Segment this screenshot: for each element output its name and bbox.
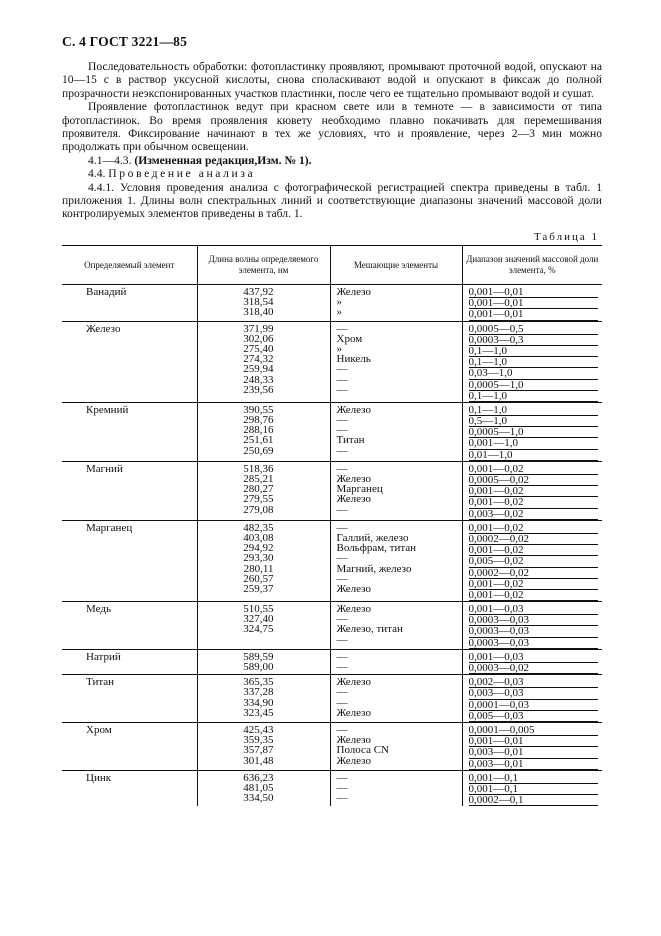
wavelength-value: 250,69	[243, 444, 274, 457]
wavelength-value: 259,37	[243, 582, 274, 595]
wavelength-value: 425,43	[243, 723, 274, 736]
interfering-element: Галлий, железо	[336, 531, 409, 544]
interfering-element-cell	[330, 520, 462, 601]
wavelength-value-cell	[197, 461, 330, 520]
interfering-element: —	[336, 771, 348, 784]
table-row	[62, 461, 602, 520]
wavelength-value: 259,94	[243, 363, 274, 376]
wavelength-value: 301,48	[243, 754, 274, 767]
range-value: 0,001—0,1	[469, 773, 599, 784]
range-value: 0,0003—0,03	[469, 626, 599, 637]
interfering-element: Железо	[336, 582, 371, 595]
wavelength-value: 298,76	[243, 414, 274, 427]
range-value: 0,001—0,03	[469, 652, 599, 663]
paragraph-development: Проявление фотопластинок ведут при красном свете или в темноте — в зависимости от типа фотопластинок. Во время проявления кювету необходимо плавно покачивать для перемешивания проявителя. Фиксирование начинают в тех же условиях, что и проявление, через 2—3 мин можно продолжать при обычном освещении.	[62, 100, 602, 154]
range-value: 0,002—0,03	[469, 677, 599, 688]
table-row	[62, 520, 602, 601]
header-element: Определяемый элемент	[62, 246, 197, 285]
wavelength-value: 390,55	[243, 403, 274, 416]
spectral-lines-table	[62, 245, 602, 806]
wavelength-value: 518,36	[243, 462, 274, 475]
wavelength-value: 248,33	[243, 373, 274, 386]
interfering-element: »	[336, 306, 342, 319]
table-row	[62, 770, 602, 806]
range-value: 0,0005—1,0	[469, 380, 599, 391]
table-row	[62, 602, 602, 650]
element-name: Магний	[62, 461, 197, 520]
interfering-element: —	[336, 723, 348, 736]
wavelength-value-cell	[197, 649, 330, 674]
wavelength-value: 357,87	[243, 744, 274, 757]
interfering-element: —	[336, 444, 348, 457]
range-value-cell	[462, 649, 602, 674]
range-value: 0,005—0,03	[469, 711, 599, 722]
range-value: 0,0005—0,02	[469, 475, 599, 486]
element-name: Титан	[62, 675, 197, 723]
interfering-element-cell	[330, 321, 462, 402]
table-body	[62, 285, 602, 807]
wavelength-value: 294,92	[243, 542, 274, 555]
wavelength-value: 324,75	[243, 623, 274, 636]
section-number: 4.4.	[88, 167, 109, 181]
range-value: 0,003—0,02	[469, 509, 599, 520]
amendment-number: 4.1—4.3.	[88, 153, 135, 167]
wavelength-value: 260,57	[243, 572, 274, 585]
interfering-element: —	[336, 661, 348, 673]
interfering-element: Железо	[336, 603, 371, 616]
interfering-element: —	[336, 383, 348, 396]
range-value: 0,001—0,01	[469, 287, 599, 298]
wavelength-value: 239,56	[243, 383, 274, 396]
wavelength-value: 636,23	[243, 771, 274, 784]
interfering-element: —	[336, 322, 348, 335]
interfering-element: —	[336, 521, 348, 534]
paragraph-conditions: 4.4.1. Условия проведения анализа с фотографической регистрацией спектра приведены в табл. 1 приложения 1. Длины волн спектральных линий и соответствующие диапазоны значений массовой доли контролируемых элементов приведены в табл. 1.	[62, 180, 602, 221]
range-value: 0,0001—0,005	[469, 725, 599, 736]
wavelength-value: 279,55	[243, 493, 274, 506]
interfering-element: —	[336, 552, 348, 565]
interfering-element-cell	[330, 770, 462, 806]
range-value: 0,001—0,02	[469, 579, 599, 590]
range-value: 0,001—0,02	[469, 523, 599, 534]
interfering-element: —	[336, 503, 348, 516]
wavelength-value: 510,55	[243, 603, 274, 616]
element-name: Цинк	[62, 770, 197, 806]
range-value-cell	[462, 675, 602, 723]
interfering-element: Хром	[336, 332, 363, 345]
wavelength-value: 327,40	[243, 613, 274, 626]
range-value: 0,0002—0,02	[469, 568, 599, 579]
table-header-row	[62, 246, 602, 285]
interfering-element: Железо, титан	[336, 623, 403, 636]
range-value: 0,001—0,02	[469, 486, 599, 497]
interfering-element: —	[336, 792, 348, 805]
element-name: Хром	[62, 722, 197, 770]
wavelength-value: 323,45	[243, 706, 274, 719]
range-value: 0,0005—1,0	[469, 427, 599, 438]
interfering-element: Железо	[336, 493, 371, 506]
header-range: Диапазон значений массовой доли элемента, %	[462, 246, 602, 285]
wavelength-value: 589,00	[243, 661, 274, 673]
wavelength-value: 481,05	[243, 781, 274, 794]
range-value: 0,001—0,02	[469, 545, 599, 556]
range-value: 0,001—0,01	[469, 309, 599, 320]
interfering-element: —	[336, 462, 348, 475]
wavelength-value: 365,35	[243, 676, 274, 689]
interfering-element: Никель	[336, 353, 371, 366]
range-value: 0,003—0,01	[469, 747, 599, 758]
element-name: Ванадий	[62, 285, 197, 322]
interfering-element: Полоса CN	[336, 744, 389, 757]
table-row	[62, 675, 602, 723]
range-value: 0,001—0,01	[469, 736, 599, 747]
interfering-element: Марганец	[336, 483, 383, 496]
wavelength-value: 288,16	[243, 424, 274, 437]
range-value: 0,5—1,0	[469, 416, 599, 427]
wavelength-value: 275,40	[243, 342, 274, 355]
wavelength-value: 334,90	[243, 696, 274, 709]
wavelength-value-cell	[197, 722, 330, 770]
interfering-element-cell	[330, 649, 462, 674]
wavelength-value: 279,08	[243, 503, 274, 516]
table-row	[62, 285, 602, 322]
range-value: 0,005—0,02	[469, 556, 599, 567]
interfering-element: Железо	[336, 706, 371, 719]
wavelength-value: 403,08	[243, 531, 274, 544]
wavelength-value: 251,61	[243, 434, 274, 447]
range-value-cell	[462, 461, 602, 520]
wavelength-value	[202, 635, 274, 645]
interfering-element: Железо	[336, 754, 371, 767]
wavelength-value-cell	[197, 770, 330, 806]
wavelength-value: 280,11	[243, 562, 274, 575]
range-value: 0,001—0,01	[469, 298, 599, 309]
paragraph-amendment	[62, 154, 602, 167]
range-value: 0,03—1,0	[469, 368, 599, 379]
range-value: 0,001—0,02	[469, 590, 599, 601]
interfering-element-cell	[330, 402, 462, 461]
interfering-element: —	[336, 696, 348, 709]
interfering-element-cell	[330, 722, 462, 770]
element-name: Натрий	[62, 649, 197, 674]
section-heading	[62, 167, 602, 180]
interfering-element: —	[336, 424, 348, 437]
interfering-element: —	[336, 686, 348, 699]
interfering-element: »	[336, 342, 342, 355]
range-value: 0,0003—0,03	[469, 638, 599, 649]
interfering-element: —	[336, 781, 348, 794]
wavelength-value: 337,28	[243, 686, 274, 699]
interfering-element: Титан	[336, 434, 365, 447]
range-value-cell	[462, 321, 602, 402]
section-title: Проведение анализа	[108, 167, 256, 181]
range-value: 0,0003—0,3	[469, 335, 599, 346]
table-row	[62, 649, 602, 674]
wavelength-value: 285,21	[243, 473, 274, 485]
interfering-element: —	[336, 414, 348, 427]
paragraph-processing: Последовательность обработки: фотопластинку проявляют, промывают проточной водой, опускают на 10—15 с в раствор уксусной кислоты, снова споласкивают водой и опускают в фиксаж до полной прозрачности неэкспонированных участков пластинки, после чего ее тщательно промывают водой и сушат.	[62, 60, 602, 100]
range-value: 0,0001—0,03	[469, 700, 599, 711]
interfering-element-cell	[330, 461, 462, 520]
interfering-element: »	[336, 296, 342, 309]
range-value: 0,1—1,0	[469, 357, 599, 368]
wavelength-value-cell	[197, 402, 330, 461]
interfering-element: Железо	[336, 473, 371, 485]
element-name: Кремний	[62, 402, 197, 461]
page-header: С. 4 ГОСТ 3221—85	[62, 34, 188, 49]
range-value: 0,1—1,0	[469, 346, 599, 357]
range-value-cell	[462, 722, 602, 770]
range-value: 0,0003—0,02	[469, 663, 599, 674]
wavelength-value: 371,99	[243, 322, 274, 335]
header-wavelength: Длина волны определяемого элемента, нм	[197, 246, 330, 285]
interfering-element: —	[336, 363, 348, 376]
wavelength-value: 293,30	[243, 552, 274, 565]
wavelength-value: 274,32	[243, 353, 274, 366]
range-value: 0,1—1,0	[469, 391, 599, 402]
interfering-element: Вольфрам, титан	[336, 542, 417, 555]
wavelength-value: 302,06	[243, 332, 274, 345]
amendment-note: (Измененная редакция,Изм. № 1).	[134, 153, 312, 167]
interfering-element-cell	[330, 675, 462, 723]
interfering-element: Железо	[336, 734, 371, 747]
range-value: 0,001—0,02	[469, 464, 599, 475]
element-name: Железо	[62, 321, 197, 402]
range-value: 0,003—0,01	[469, 759, 599, 770]
interfering-element: Магний, железо	[336, 562, 412, 575]
wavelength-value: 280,27	[243, 483, 274, 496]
range-value: 0,001—0,03	[469, 604, 599, 615]
interfering-element-cell	[330, 285, 462, 322]
interfering-element-cell	[330, 602, 462, 650]
wavelength-value-cell	[197, 321, 330, 402]
wavelength-value-cell	[197, 602, 330, 650]
range-value: 0,001—1,0	[469, 438, 599, 449]
range-value: 0,0002—0,1	[469, 795, 599, 806]
table-caption: Таблица 1	[533, 231, 599, 243]
interfering-element: Железо	[336, 286, 371, 298]
range-value: 0,0002—0,02	[469, 534, 599, 545]
interfering-element: —	[336, 633, 348, 646]
range-value: 0,003—0,03	[469, 688, 599, 699]
range-value: 0,001—0,1	[469, 784, 599, 795]
range-value: 0,01—1,0	[469, 450, 599, 461]
interfering-element: Железо	[336, 676, 371, 689]
range-value: 0,0003—0,03	[469, 615, 599, 626]
wavelength-value: 359,35	[243, 734, 274, 747]
range-value-cell	[462, 520, 602, 601]
range-value-cell	[462, 285, 602, 322]
element-name: Медь	[62, 602, 197, 650]
table-row	[62, 321, 602, 402]
wavelength-value-cell	[197, 285, 330, 322]
interfering-element: —	[336, 613, 348, 626]
table-row	[62, 402, 602, 461]
wavelength-value: 482,35	[243, 521, 274, 534]
wavelength-value-cell	[197, 520, 330, 601]
range-value-cell	[462, 770, 602, 806]
wavelength-value: 318,40	[243, 306, 274, 319]
interfering-element: Железо	[336, 403, 371, 416]
interfering-element: —	[336, 373, 348, 386]
range-value-cell	[462, 602, 602, 650]
range-value: 0,001—0,02	[469, 497, 599, 508]
wavelength-value: 318,54	[243, 296, 274, 309]
wavelength-value: 334,50	[243, 792, 274, 805]
wavelength-value-cell	[197, 675, 330, 723]
wavelength-value: 437,92	[243, 286, 274, 298]
table-row	[62, 722, 602, 770]
interfering-element: —	[336, 650, 348, 663]
range-value-cell	[462, 402, 602, 461]
body-text	[62, 60, 602, 221]
header-interfering: Мешающие элементы	[330, 246, 462, 285]
interfering-element: —	[336, 572, 348, 585]
wavelength-value: 589,59	[243, 650, 274, 663]
element-name: Марганец	[62, 520, 197, 601]
range-value: 0,0005—0,5	[469, 324, 599, 335]
range-value: 0,1—1,0	[469, 405, 599, 416]
